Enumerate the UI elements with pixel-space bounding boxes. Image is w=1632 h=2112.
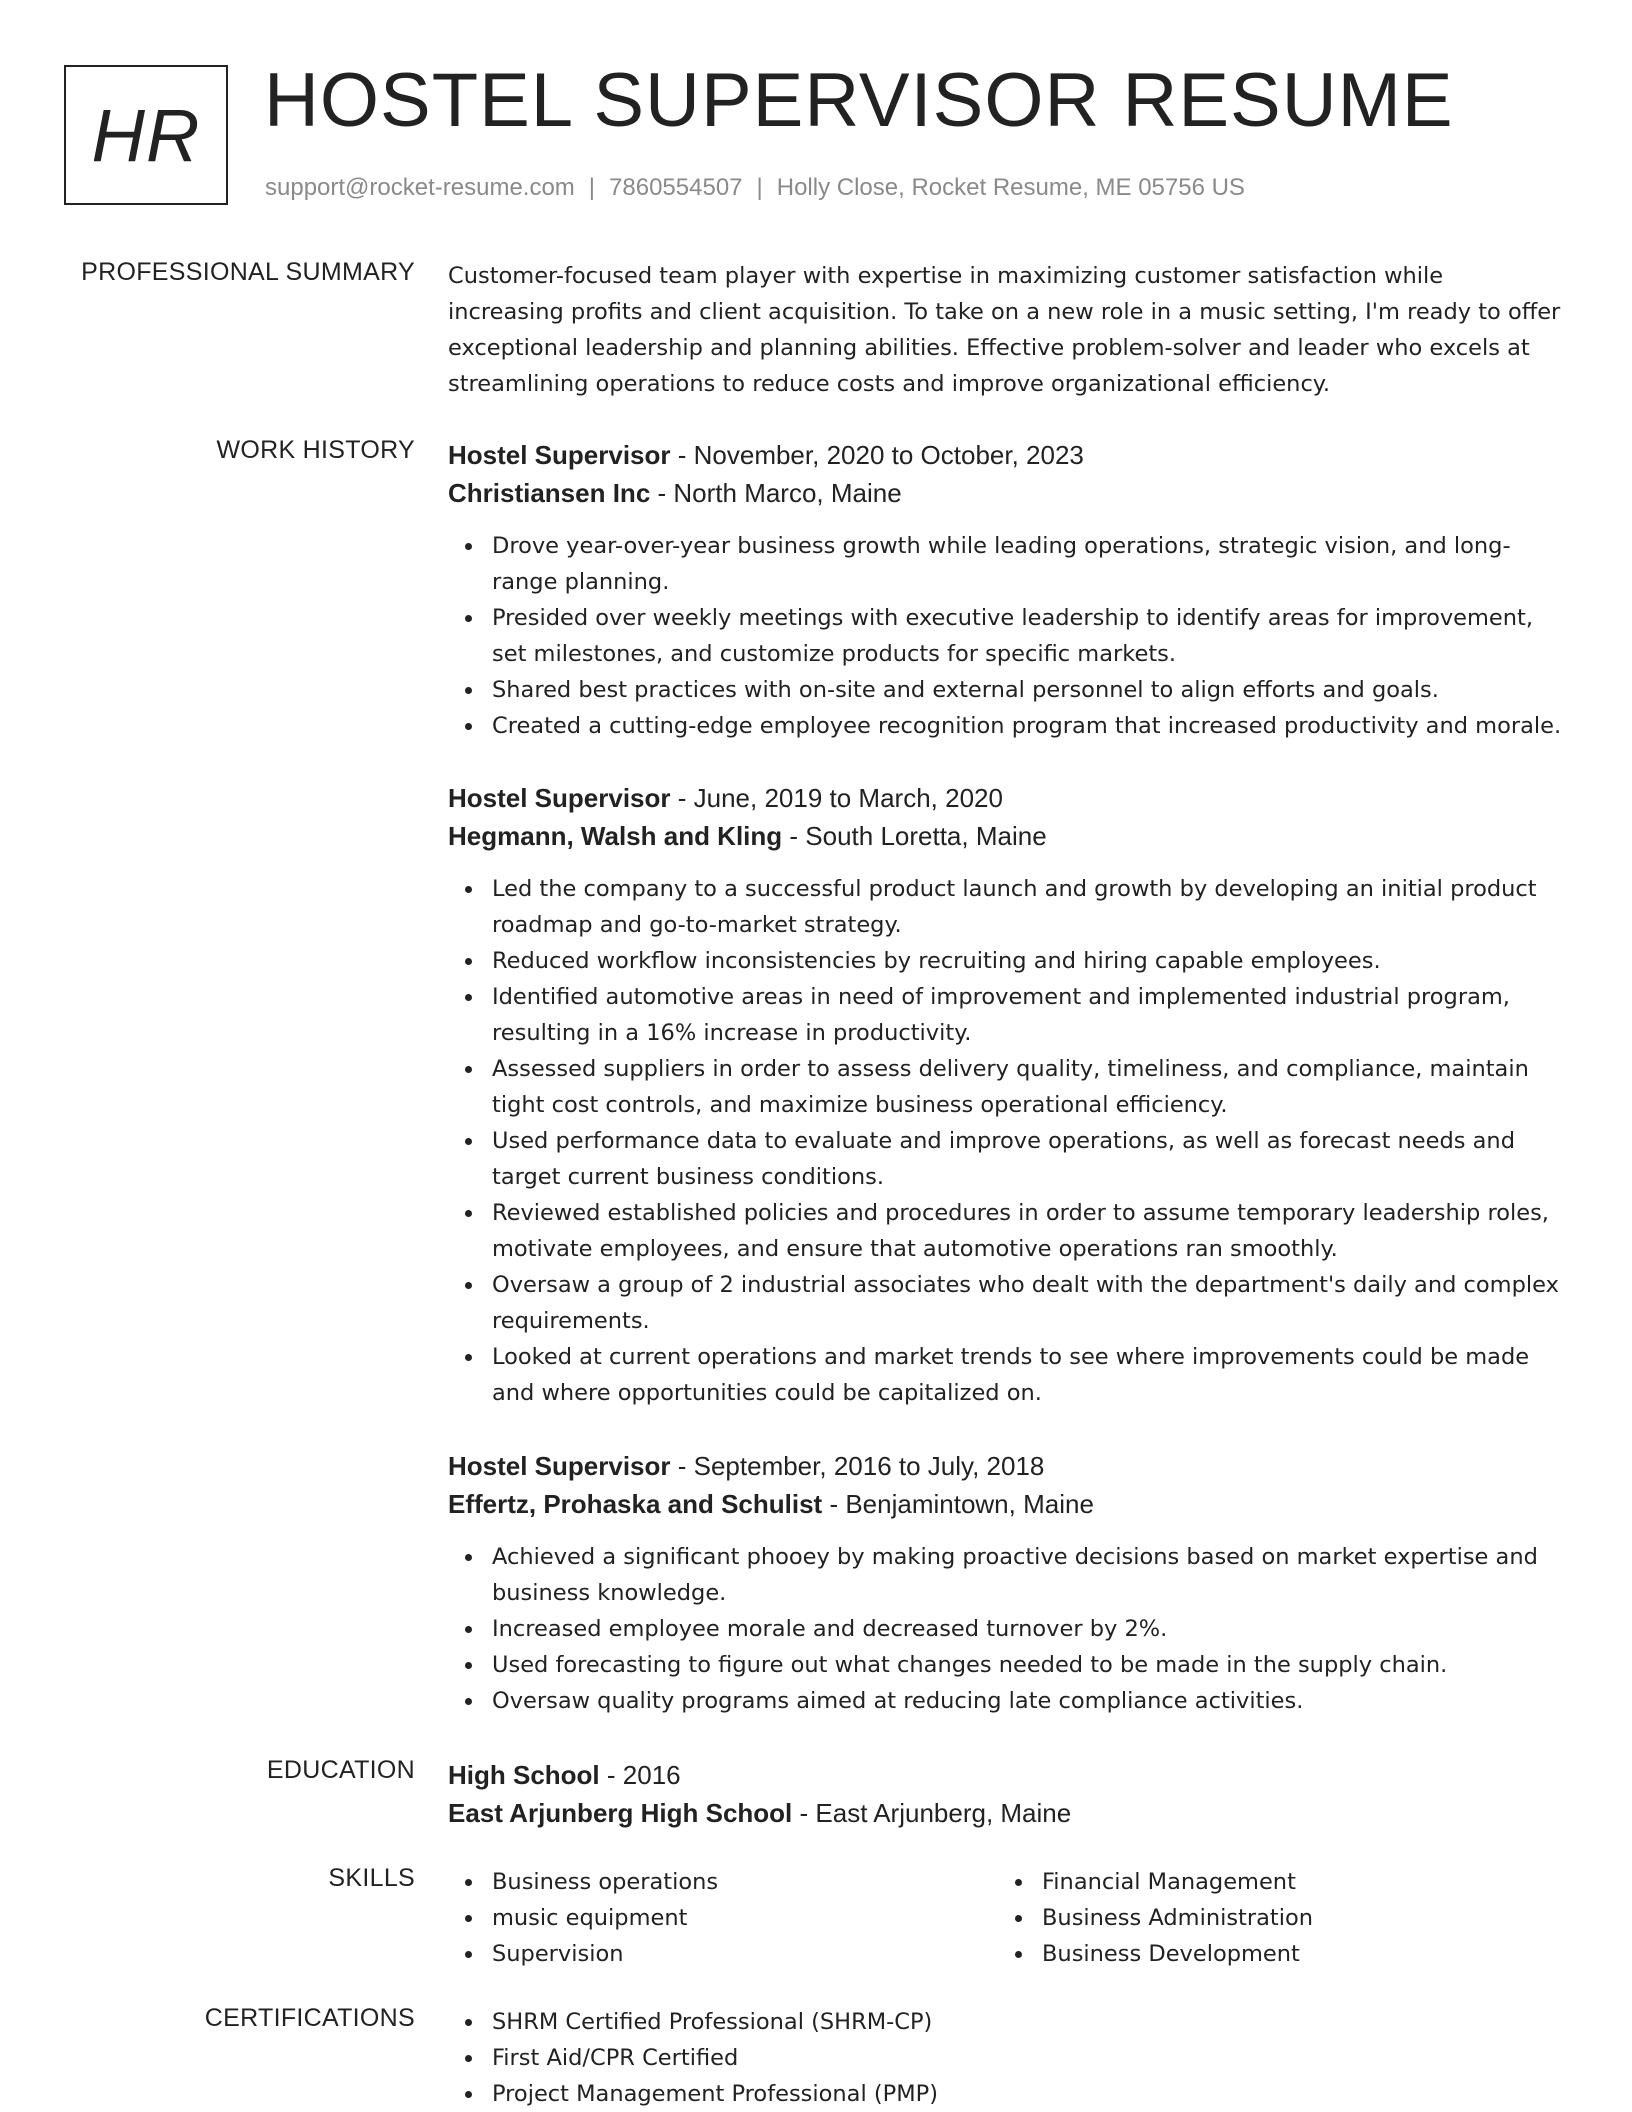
job-title: Hostel Supervisor xyxy=(448,783,671,813)
skill-item: Supervision xyxy=(448,1936,998,1972)
certifications-body xyxy=(448,2004,1564,2112)
skill-item: Business Development xyxy=(998,1936,1548,1972)
job-company: Hegmann, Walsh and Kling xyxy=(448,821,783,851)
job-bullet: Shared best practices with on-site and external personnel to align efforts and goals. xyxy=(448,672,1564,708)
job-bullet: Oversaw a group of 2 industrial associates who dealt with the department's daily and complex requirements. xyxy=(448,1267,1564,1339)
job-title-line xyxy=(448,779,1564,817)
section-label-skills: SKILLS xyxy=(328,1864,415,1892)
job-title-line xyxy=(448,436,1564,474)
summary-body xyxy=(448,258,1564,402)
skill-item: Business operations xyxy=(448,1864,998,1900)
job-location: - Benjamintown, Maine xyxy=(822,1489,1094,1519)
job-company-line xyxy=(448,817,1564,855)
job-bullet: Looked at current operations and market trends to see where improvements could be made and where opportunities could be capitalized on. xyxy=(448,1339,1564,1411)
resume-header xyxy=(64,58,1564,210)
certifications-list xyxy=(448,2004,1564,2112)
certification-item: Project Management Professional (PMP) xyxy=(448,2076,1564,2112)
section-label-education: EDUCATION xyxy=(266,1756,415,1784)
section-label-summary: PROFESSIONAL SUMMARY xyxy=(81,258,415,286)
education-location: - East Arjunberg, Maine xyxy=(792,1798,1072,1828)
job-dates: - November, 2020 to October, 2023 xyxy=(670,440,1084,470)
monogram-logo: HR xyxy=(64,65,228,205)
job-location: - South Loretta, Maine xyxy=(782,821,1047,851)
education-year: - 2016 xyxy=(599,1760,681,1790)
job-dates: - September, 2016 to July, 2018 xyxy=(670,1451,1045,1481)
job-bullet: Used forecasting to figure out what changes needed to be made in the supply chain. xyxy=(448,1647,1564,1683)
job-bullets xyxy=(448,1539,1564,1719)
page-title: HOSTEL SUPERVISOR RESUME xyxy=(264,58,1454,143)
job-bullet: Reduced workflow inconsistencies by recruiting and hiring capable employees. xyxy=(448,943,1564,979)
skills-body xyxy=(448,1864,1564,1972)
skills-list-left xyxy=(448,1864,998,1972)
job-bullet: Reviewed established policies and procedures in order to assume temporary leadership roles, motivate employees, and ensure that automotive operations ran smoothly. xyxy=(448,1195,1564,1267)
contact-address: Holly Close, Rocket Resume, ME 05756 US xyxy=(776,174,1245,201)
certification-item: SHRM Certified Professional (SHRM-CP) xyxy=(448,2004,1564,2040)
certification-item: First Aid/CPR Certified xyxy=(448,2040,1564,2076)
job-bullet: Identified automotive areas in need of improvement and implemented industrial program, resulting in a 16% increase in productivity. xyxy=(448,979,1564,1051)
job-bullet: Presided over weekly meetings with executive leadership to identify areas for improvement, set milestones, and customize products for specific markets. xyxy=(448,600,1564,672)
skills-list-right xyxy=(998,1864,1548,1972)
job-location: - North Marco, Maine xyxy=(650,478,902,508)
job-bullet: Increased employee morale and decreased turnover by 2%. xyxy=(448,1611,1564,1647)
job-bullets xyxy=(448,871,1564,1411)
job-company-line xyxy=(448,1485,1564,1523)
education-school: East Arjunberg High School xyxy=(448,1798,793,1828)
job-bullet: Created a cutting-edge employee recognition program that increased productivity and morale. xyxy=(448,708,1564,744)
education-degree-line xyxy=(448,1756,1564,1794)
job-title: Hostel Supervisor xyxy=(448,440,671,470)
skill-item: Business Administration xyxy=(998,1900,1548,1936)
job-bullet: Led the company to a successful product launch and growth by developing an initial product roadmap and go-to-market strategy. xyxy=(448,871,1564,943)
job-bullet: Oversaw quality programs aimed at reducing late compliance activities. xyxy=(448,1683,1564,1719)
education-degree: High School xyxy=(448,1760,600,1790)
education-body xyxy=(448,1756,1564,1832)
job-entry xyxy=(448,436,1564,744)
skill-item: music equipment xyxy=(448,1900,998,1936)
contact-separator: | xyxy=(756,174,763,201)
job-company: Effertz, Prohaska and Schulist xyxy=(448,1489,823,1519)
work-history-body xyxy=(448,436,1564,1714)
section-label-work-history: WORK HISTORY xyxy=(216,436,415,464)
job-entry xyxy=(448,1447,1564,1719)
education-school-line xyxy=(448,1794,1564,1832)
skill-item: Financial Management xyxy=(998,1864,1548,1900)
job-bullets xyxy=(448,528,1564,744)
job-company: Christiansen Inc xyxy=(448,478,651,508)
job-bullet: Assessed suppliers in order to assess delivery quality, timeliness, and compliance, maintain tight cost controls, and maximize business operational efficiency. xyxy=(448,1051,1564,1123)
contact-phone: 7860554507 xyxy=(609,174,743,201)
contact-line xyxy=(265,174,1245,202)
job-bullet: Achieved a significant phooey by making proactive decisions based on market expertise and business knowledge. xyxy=(448,1539,1564,1611)
job-company-line xyxy=(448,474,1564,512)
section-label-certifications: CERTIFICATIONS xyxy=(204,2004,415,2032)
summary-text: Customer-focused team player with expertise in maximizing customer satisfaction while increasing profits and client acquisition. To take on a new role in a music setting, I'm ready to offer exceptional leadership and planning abilities. Effective problem-solver and leader who excels at streamlining operations to reduce costs and improve organizational efficiency. xyxy=(448,263,1561,397)
contact-email: support@rocket-resume.com xyxy=(265,174,575,201)
job-dates: - June, 2019 to March, 2020 xyxy=(670,783,1003,813)
job-bullet: Used performance data to evaluate and improve operations, as well as forecast needs and target current business conditions. xyxy=(448,1123,1564,1195)
contact-separator: | xyxy=(588,174,596,201)
job-bullet: Drove year-over-year business growth while leading operations, strategic vision, and long-range planning. xyxy=(448,528,1564,600)
skills-grid xyxy=(448,1864,1564,1972)
job-title: Hostel Supervisor xyxy=(448,1451,671,1481)
job-entry xyxy=(448,779,1564,1411)
job-title-line xyxy=(448,1447,1564,1485)
